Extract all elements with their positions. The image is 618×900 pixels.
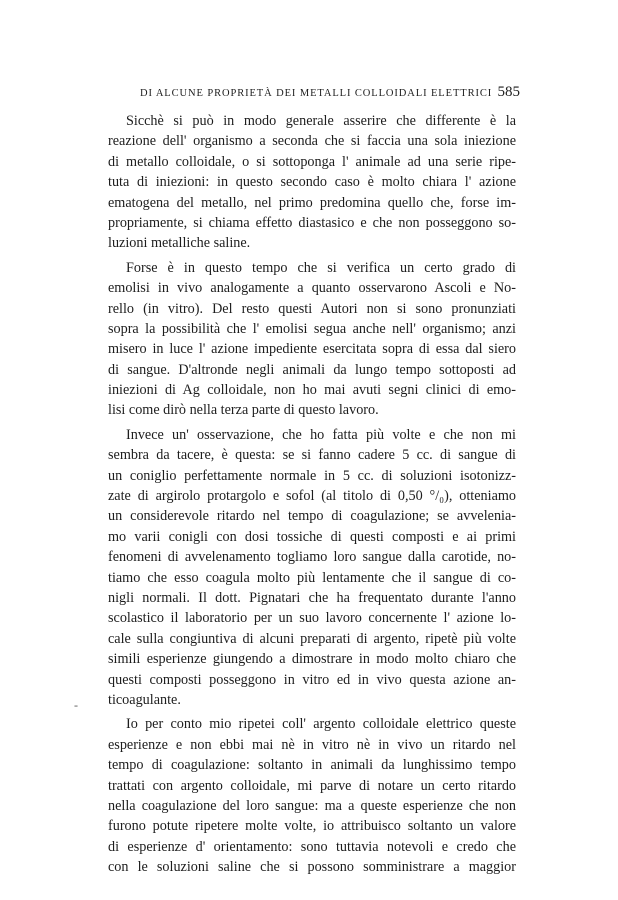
page-header [140,84,520,101]
text-line: zate di argirolo protargolo e sofol (al titolo di 0,50 °/₀), otteniamo [108,488,516,505]
margin-mark: - [74,698,78,712]
text-line: mo varii conigli con dosi tossiche di questi composti e ai primi [108,528,516,545]
running-title: DI ALCUNE PROPRIETÀ DEI METALLI COLLOIDALI ELETTRICI [140,88,493,99]
text-line: Io per conto mio ripetei coll' argento colloidale elettrico queste [126,716,516,733]
text-line: Invece un' osservazione, che ho fatta più volte e che non mi [126,426,516,443]
text-line: iniezioni di Ag colloidale, non ho mai avuti segni clinici di emo- [108,382,516,399]
text-line: emolisi in vivo analogamente a quanto osservarono Ascoli e No- [108,280,516,297]
text-line: rello (in vitro). Del resto questi Autori non si sono pronunziati [108,300,516,317]
text-line: tiamo che esso coagula molto più lentamente che il sangue di co- [108,569,516,586]
text-line: Forse è in questo tempo che si verifica un certo grado di [126,259,516,276]
text-line: furono potute ripetere molte volte, io attribuisco soltanto un valore [108,818,516,835]
text-line: nigli normali. Il dott. Pignatari che ha frequentato durante l'anno [108,589,516,606]
text-line: propriamente, si chiama effetto diastasico e che non posseggono so- [108,214,516,231]
text-line: luzioni metalliche saline. [108,235,251,252]
text-line: simili esperienze giungendo a dimostrare in modo molto chiaro che [108,651,516,668]
text-line: un coniglio perfettamente normale in 5 cc. di soluzioni isotonizz- [108,467,516,484]
text-line: lisi come dirò nella terza parte di questo lavoro. [108,402,379,419]
text-line: nella coagulazione del loro sangue: ma a queste esperienze che non [108,797,516,814]
text-line: sembra da tacere, è questa: se si fanno cadere 5 cc. di sangue di [108,447,516,464]
text-line: fenomeni di avvelenamento togliamo loro sangue dalla carotide, no- [108,549,516,566]
text-line: trattati con argento colloidale, mi parve di notare un certo ritardo [108,777,516,794]
text-line: misero in luce l' azione impediente esercitata sopra di essa dal siero [108,341,516,358]
page-number: 585 [497,84,520,100]
text-line: ticoagulante. [108,691,181,708]
text-line: questi composti posseggono in vitro ed in vivo questa azione an- [108,671,516,688]
body-text [108,111,516,877]
text-line: reazione dell' organismo a seconda che si faccia una sola iniezione [108,133,516,150]
text-line: esperienze e non ebbi mai nè in vitro nè in vivo un ritardo nel [108,736,516,753]
text-line: di metallo colloidale, o si sottoponga l' animale ad una serie ripe- [108,153,516,170]
text-line: di sangue. D'altronde negli animali da lungo tempo sottoposti ad [108,361,516,378]
text-line: ematogena del metallo, nel primo predomina quello che, forse im- [108,194,516,211]
text-line: sopra la possibilità che l' emolisi segua anche nell' organismo; anzi [108,320,516,337]
text-line: cale sulla congiuntiva di alcuni preparati di argento, ripetè più volte [108,630,516,647]
text-line: con le soluzioni saline che si possono somministrare a maggior [108,859,516,876]
text-line: un considerevole ritardo nel tempo di coagulazione; se avvelenia- [108,508,516,525]
text-line: Sicchè si può in modo generale asserire che differente è la [126,113,516,129]
text-line: di esperienze d' orientamento: sono tuttavia notevoli e credo che [108,838,516,855]
text-line: tuta di iniezioni: in questo secondo caso è molto chiara l' azione [108,174,516,191]
text-line: tempo di coagulazione: soltanto in animali da lunghissimo tempo [108,757,516,774]
text-line: scolastico il laboratorio per un suo lavoro concernente l' azione lo- [108,610,516,627]
